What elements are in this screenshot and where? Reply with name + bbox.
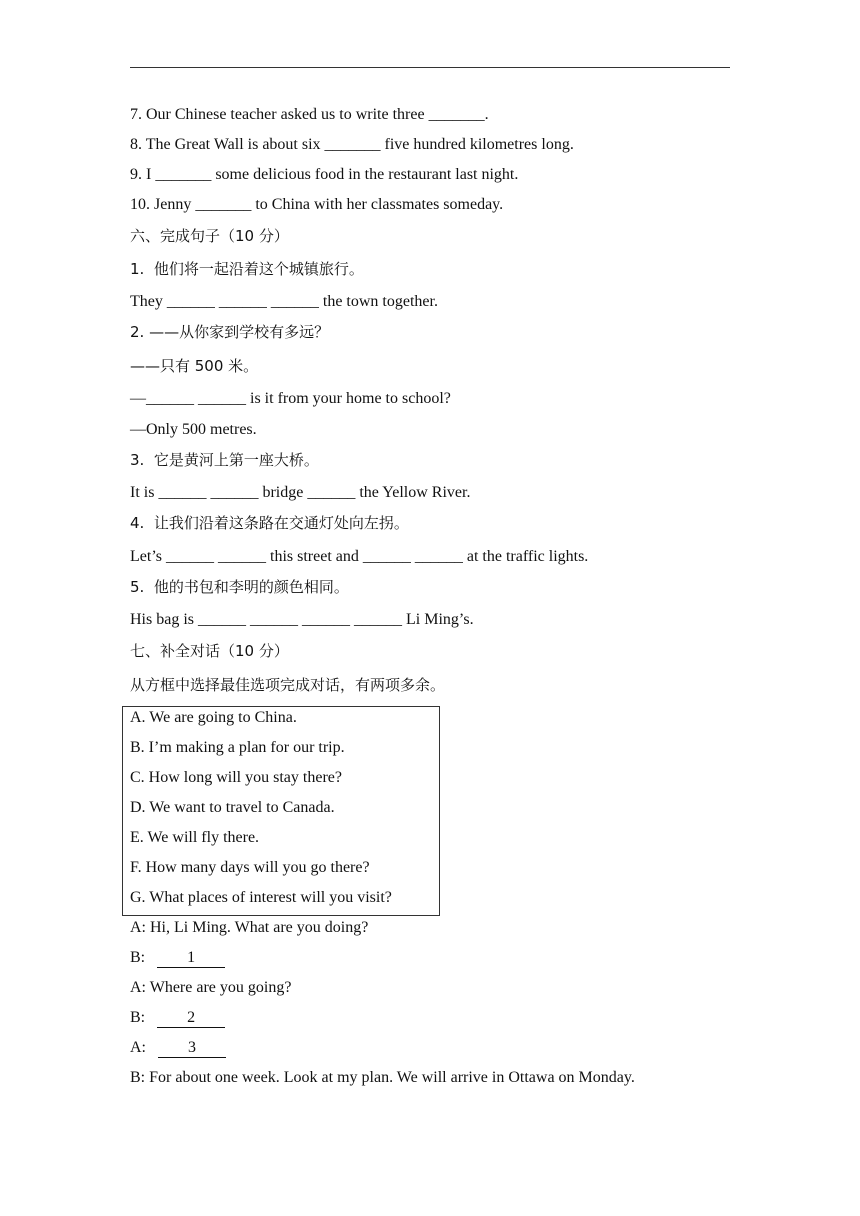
part5-item-7: 7. Our Chinese teacher asked us to write three _______. <box>130 106 489 123</box>
dialogue-speaker: B: <box>130 1069 150 1086</box>
dialogue-line-4 <box>130 1008 225 1028</box>
q3-english: It is ______ ______ bridge ______ the Yellow River. <box>130 484 471 501</box>
section-heading-part7: 七、补全对话（10 分） <box>130 642 289 660</box>
q5-chinese: 5. 他的书包和李明的颜色相同。 <box>130 578 349 596</box>
option-c: C. How long will you stay there? <box>130 769 342 786</box>
q2-chinese: 2. ——从你家到学校有多远？ <box>130 323 330 341</box>
option-f: F. How many days will you go there? <box>130 859 370 876</box>
q2-chinese-answer: ——只有 500 米。 <box>130 357 259 375</box>
dialogue-text: For about one week. Look at my plan. We will arrive in Ottawa on Monday. <box>149 1069 635 1086</box>
option-d: D. We want to travel to Canada. <box>130 799 335 816</box>
q2-english: —______ ______ is it from your home to school? <box>130 390 451 407</box>
q3-chinese: 3. 它是黄河上第一座大桥。 <box>130 451 319 469</box>
option-a: A. We are going to China. <box>130 709 297 726</box>
part5-item-9: 9. I _______ some delicious food in the restaurant last night. <box>130 166 519 183</box>
dialogue-line-6 <box>130 1068 635 1088</box>
option-b: B. I’m making a plan for our trip. <box>130 739 345 756</box>
dialogue-speaker: A: <box>130 919 150 936</box>
section-heading-part6: 六、完成句子（10 分） <box>130 227 289 245</box>
header-rule <box>130 67 730 68</box>
dialogue-speaker: B: <box>130 949 150 966</box>
part7-instruction: 从方框中选择最佳选项完成对话，有两项多余。 <box>130 676 446 694</box>
answer-blank-1[interactable]: 1 <box>157 949 225 968</box>
q1-chinese: 1. 他们将一起沿着这个城镇旅行。 <box>130 260 364 278</box>
q4-chinese: 4. 让我们沿着这条路在交通灯处向左拐。 <box>130 514 409 532</box>
q2-english-answer: —Only 500 metres. <box>130 421 257 438</box>
dialogue-line-5 <box>130 1038 226 1058</box>
dialogue-speaker: A: <box>130 1039 150 1056</box>
q1-english: They ______ ______ ______ the town together. <box>130 293 438 310</box>
answer-blank-2[interactable]: 2 <box>157 1009 225 1028</box>
dialogue-speaker: B: <box>130 1009 150 1026</box>
dialogue-line-2 <box>130 948 225 968</box>
part5-item-10: 10. Jenny _______ to China with her classmates someday. <box>130 196 504 213</box>
dialogue-line-1 <box>130 918 368 938</box>
answer-blank-3[interactable]: 3 <box>158 1039 226 1058</box>
dialogue-speaker: A: <box>130 979 150 996</box>
q5-english: His bag is ______ ______ ______ ______ Li Ming’s. <box>130 611 474 628</box>
dialogue-line-3 <box>130 978 291 998</box>
option-g: G. What places of interest will you visit? <box>130 889 392 906</box>
dialogue-text: Hi, Li Ming. What are you doing? <box>150 919 369 936</box>
option-e: E. We will fly there. <box>130 829 260 846</box>
part5-item-8: 8. The Great Wall is about six _______ five hundred kilometres long. <box>130 136 574 153</box>
q4-english: Let’s ______ ______ this street and ______ ______ at the traffic lights. <box>130 548 589 565</box>
dialogue-text: Where are you going? <box>149 979 292 996</box>
